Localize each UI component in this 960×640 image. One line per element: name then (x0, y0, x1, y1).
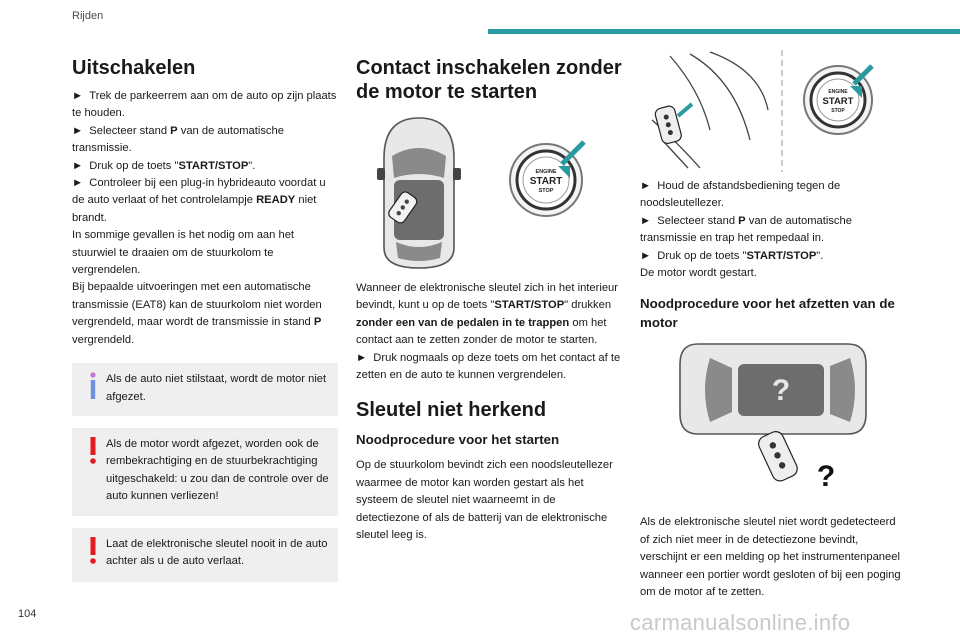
figure-steering-column (640, 50, 906, 172)
paragraph-stuurkolom: In sommige gevallen is het nodig om aan het stuurwiel te draaien om de stuurkolom te vergrendelen. (72, 229, 295, 277)
step-stand-p-rem: ► Selecteer stand P van de automatische transmissie en trap het rempedaal in. (640, 213, 906, 248)
step-hold-remote: ► Houd de afstandsbediening tegen de noodsleutellezer. (640, 178, 906, 213)
svg-text:START: START (822, 96, 854, 107)
warning-icon (88, 437, 98, 465)
watermark: carmanualsonline.info (630, 610, 851, 635)
key-fob-icon (640, 50, 906, 172)
paragraph-eat8: Bij bepaalde uitvoeringen met een automatische transmissie (EAT8) kan de stuurkolom niet worden vergrendeld, maar wordt de transmissie in stand P vergrendeld. (72, 281, 322, 346)
section-title-sleutel: Sleutel niet herkend (356, 399, 547, 422)
warning-icon (88, 537, 98, 565)
info-note: Als de auto niet stilstaat, wordt de motor niet afgezet. (72, 363, 338, 416)
step-start-stop-3: ► Druk op de toets "START/STOP". (640, 248, 906, 265)
step-ready-lamp: ► Controleer bij een plug-in hybrideauto voordat u de auto verlaat of het controlelampje READY niet brandt. (72, 175, 338, 227)
column-3 (640, 50, 906, 601)
svg-text:STOP: STOP (538, 188, 554, 194)
paragraph-noodsleutellezer: Op de stuurkolom bevindt zich een noodsleutellezer waarmee de motor kan worden gestart als het systeem de sleutel niet waarneemt in de detectiezone of als de batterij van de elektronische sleutel leeg is. (356, 459, 613, 542)
warning-note-1: Als de motor wordt afgezet, worden ook de rembekrachtiging en de stuurbekrachtiging uitgeschakeld: u zou dan de controle over de auto kunnen verliezen! (72, 428, 338, 516)
paragraph-interior-key: Wanneer de elektronische sleutel zich in het interieur bevindt, kunt u op de toets "START/STOP" drukken zonder een van de pedalen in te trappen om het contact aan te zetten zonder de motor te starten. (356, 282, 619, 347)
warning-note-2: Laat de elektronische sleutel nooit in de auto achter als u de auto verlaat. (72, 528, 338, 583)
header-accent-bar (488, 29, 960, 34)
svg-text:?: ? (771, 374, 791, 408)
svg-text:?: ? (816, 460, 836, 494)
svg-text:STOP: STOP (831, 108, 845, 114)
figure-car-and-button (356, 112, 622, 272)
subtitle-noodprocedure-starten: Noodprocedure voor het starten (356, 432, 560, 448)
svg-text:START: START (529, 176, 563, 187)
subtitle-noodprocedure-afzetten: Noodprocedure voor het afzetten van de motor (640, 296, 895, 331)
svg-text:ENGINE: ENGINE (535, 169, 557, 175)
car-top-view-icon (356, 112, 622, 272)
key-fob-icon (756, 429, 800, 483)
step-start-stop: ► Druk op de toets "START/STOP". (72, 158, 338, 175)
column-2 (356, 50, 622, 544)
info-icon (88, 372, 98, 400)
result-motor-gestart: De motor wordt gestart. (640, 267, 757, 280)
section-title-uitschakelen: Uitschakelen (72, 57, 196, 79)
step-stand-p: ► Selecteer stand P van de automatische transmissie. (72, 123, 338, 158)
page-number: 104 (18, 608, 37, 620)
section-title-contact: Contact inschakelen zonder de motor te starten (356, 57, 622, 103)
car-top-view-icon (680, 344, 866, 434)
step-press-again: ► Druk nogmaals op deze toets om het contact af te zetten en de auto te kunnen vergrendelen. (356, 350, 622, 385)
step-parkeerrem: ► Trek de parkeerrem aan om de auto op zijn plaats te houden. (72, 88, 338, 123)
start-stop-button-icon (804, 66, 872, 134)
column-1 (72, 50, 338, 582)
figure-car-key-question (640, 340, 906, 508)
paragraph-not-detected: Als de elektronische sleutel niet wordt gedetecteerd of zich niet meer in de detectiezone bevindt, verschijnt er een melding op het instrumentenpaneel wanneer een portier wordt gesloten of bij een poging om de motor af te zetten. (640, 516, 901, 599)
start-stop-button-icon (510, 142, 584, 216)
section-header: Rijden (72, 10, 104, 22)
svg-text:ENGINE: ENGINE (828, 89, 848, 95)
